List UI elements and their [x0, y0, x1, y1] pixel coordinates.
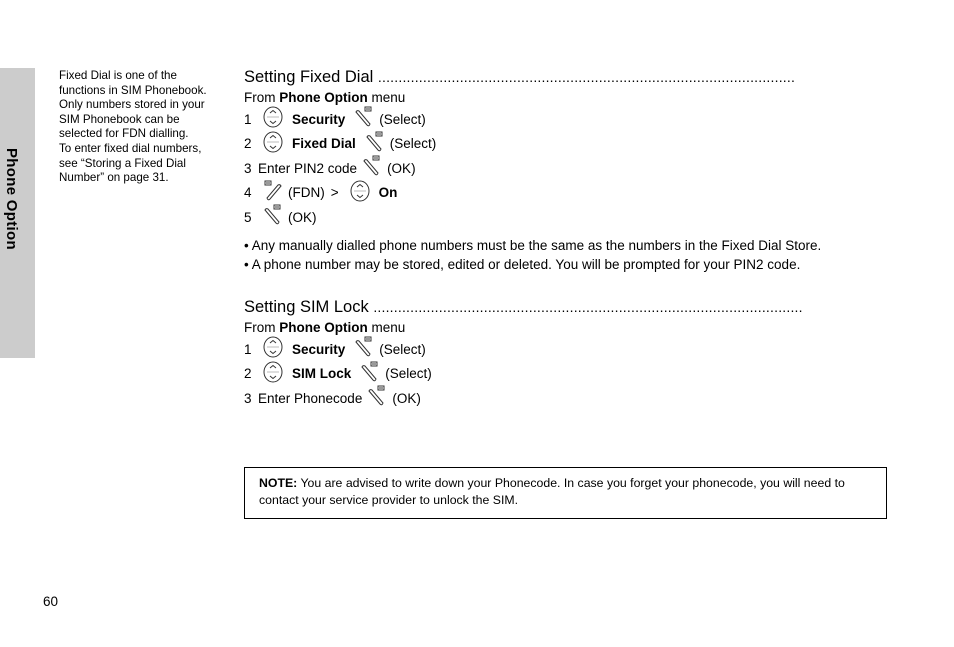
from-prefix: From — [244, 90, 276, 105]
select-softkey-icon — [353, 336, 375, 358]
side-tab-label: Phone Option — [3, 148, 20, 250]
side-tab — [0, 68, 35, 358]
from-line — [244, 319, 880, 337]
step-action: (Select) — [379, 341, 426, 357]
bullet-item: • Any manually dialled phone numbers must be the same as the numbers in the Fixed Dial Store. — [244, 237, 822, 253]
step — [244, 107, 880, 132]
step-number: 3 — [244, 390, 252, 406]
step-number: 1 — [244, 341, 252, 357]
step-fdn-label: (FDN) — [288, 185, 325, 201]
section-title-text: Setting Fixed Dial — [244, 68, 374, 86]
bullet-list — [244, 236, 880, 275]
sidenote-line: selected for FDN dialling. — [59, 127, 189, 141]
sidenote-line: SIM Phonebook can be — [59, 112, 180, 126]
scroll-key-icon — [349, 180, 371, 202]
ok-softkey-icon — [361, 155, 383, 177]
select-softkey-icon — [359, 361, 381, 383]
step-text: Enter Phonecode — [258, 390, 363, 406]
step-action: (Select) — [379, 111, 426, 127]
scroll-key-icon — [262, 106, 284, 128]
step-action: (Select) — [385, 366, 432, 382]
note-label: NOTE: — [259, 476, 298, 490]
step-menu-label: SIM Lock — [292, 366, 352, 382]
step-action: (OK) — [387, 160, 416, 176]
step-menu-label: Fixed Dial — [292, 136, 356, 152]
sidenote — [59, 69, 224, 186]
section-sim-lock — [244, 297, 880, 411]
step — [244, 205, 880, 230]
select-softkey-icon — [353, 106, 375, 128]
step-menu-label: Security — [292, 111, 346, 127]
step-number: 1 — [244, 111, 252, 127]
step-number: 2 — [244, 366, 252, 382]
step — [244, 337, 880, 362]
from-line — [244, 89, 880, 107]
left-softkey-icon — [262, 180, 284, 202]
section-title — [244, 67, 880, 87]
step — [244, 386, 880, 411]
sidenote-line: Only numbers stored in your — [59, 98, 205, 112]
from-suffix: menu — [371, 90, 406, 105]
step-number: 3 — [244, 160, 252, 176]
from-suffix: menu — [371, 320, 406, 335]
scroll-key-icon — [262, 336, 284, 358]
from-menu-name: Phone Option — [279, 90, 368, 105]
select-softkey-icon — [364, 131, 386, 153]
step-action: (Select) — [389, 136, 437, 152]
step-number: 4 — [244, 185, 252, 201]
sidenote-line: see “Storing a Fixed Dial — [59, 156, 186, 170]
step — [244, 156, 880, 181]
step-menu-label: On — [378, 185, 398, 201]
bullet-item: • A phone number may be stored, edited or deleted. You will be prompted for your PIN2 code. — [244, 257, 801, 272]
ok-softkey-icon — [366, 385, 388, 407]
from-prefix: From — [244, 320, 276, 335]
scroll-key-icon — [262, 361, 284, 383]
title-leader-dots: ......................................................................................................... — [373, 299, 803, 315]
note-box — [244, 467, 887, 519]
step — [244, 181, 880, 206]
step-action: (OK) — [392, 390, 421, 406]
section-title-text: Setting SIM Lock — [244, 298, 369, 316]
title-leader-dots: ...................................................................................................... — [377, 69, 796, 85]
step — [244, 362, 880, 387]
step-text: Enter PIN2 code — [258, 160, 358, 176]
sidenote-line: Fixed Dial is one of the — [59, 69, 177, 82]
step-number: 5 — [244, 209, 252, 225]
sidenote-line: Number” on page 31. — [59, 171, 169, 185]
scroll-key-icon — [262, 131, 284, 153]
step-menu-label: Security — [292, 341, 346, 357]
step-number: 2 — [244, 136, 252, 152]
step-separator: > — [330, 185, 339, 201]
from-menu-name: Phone Option — [279, 320, 368, 335]
section-title — [244, 297, 880, 317]
page-number: 60 — [43, 594, 59, 609]
step-action: (OK) — [288, 209, 317, 225]
sidenote-line: functions in SIM Phonebook. — [59, 83, 207, 97]
sidenote-line: To enter fixed dial numbers, — [59, 141, 202, 155]
note-text: You are advised to write down your Phonecode. In case you forget your phonecode, you will need to contact your service provider to unlock the SIM. — [259, 476, 845, 507]
section-fixed-dial — [244, 67, 880, 275]
step — [244, 132, 880, 157]
ok-softkey-icon — [262, 204, 284, 226]
